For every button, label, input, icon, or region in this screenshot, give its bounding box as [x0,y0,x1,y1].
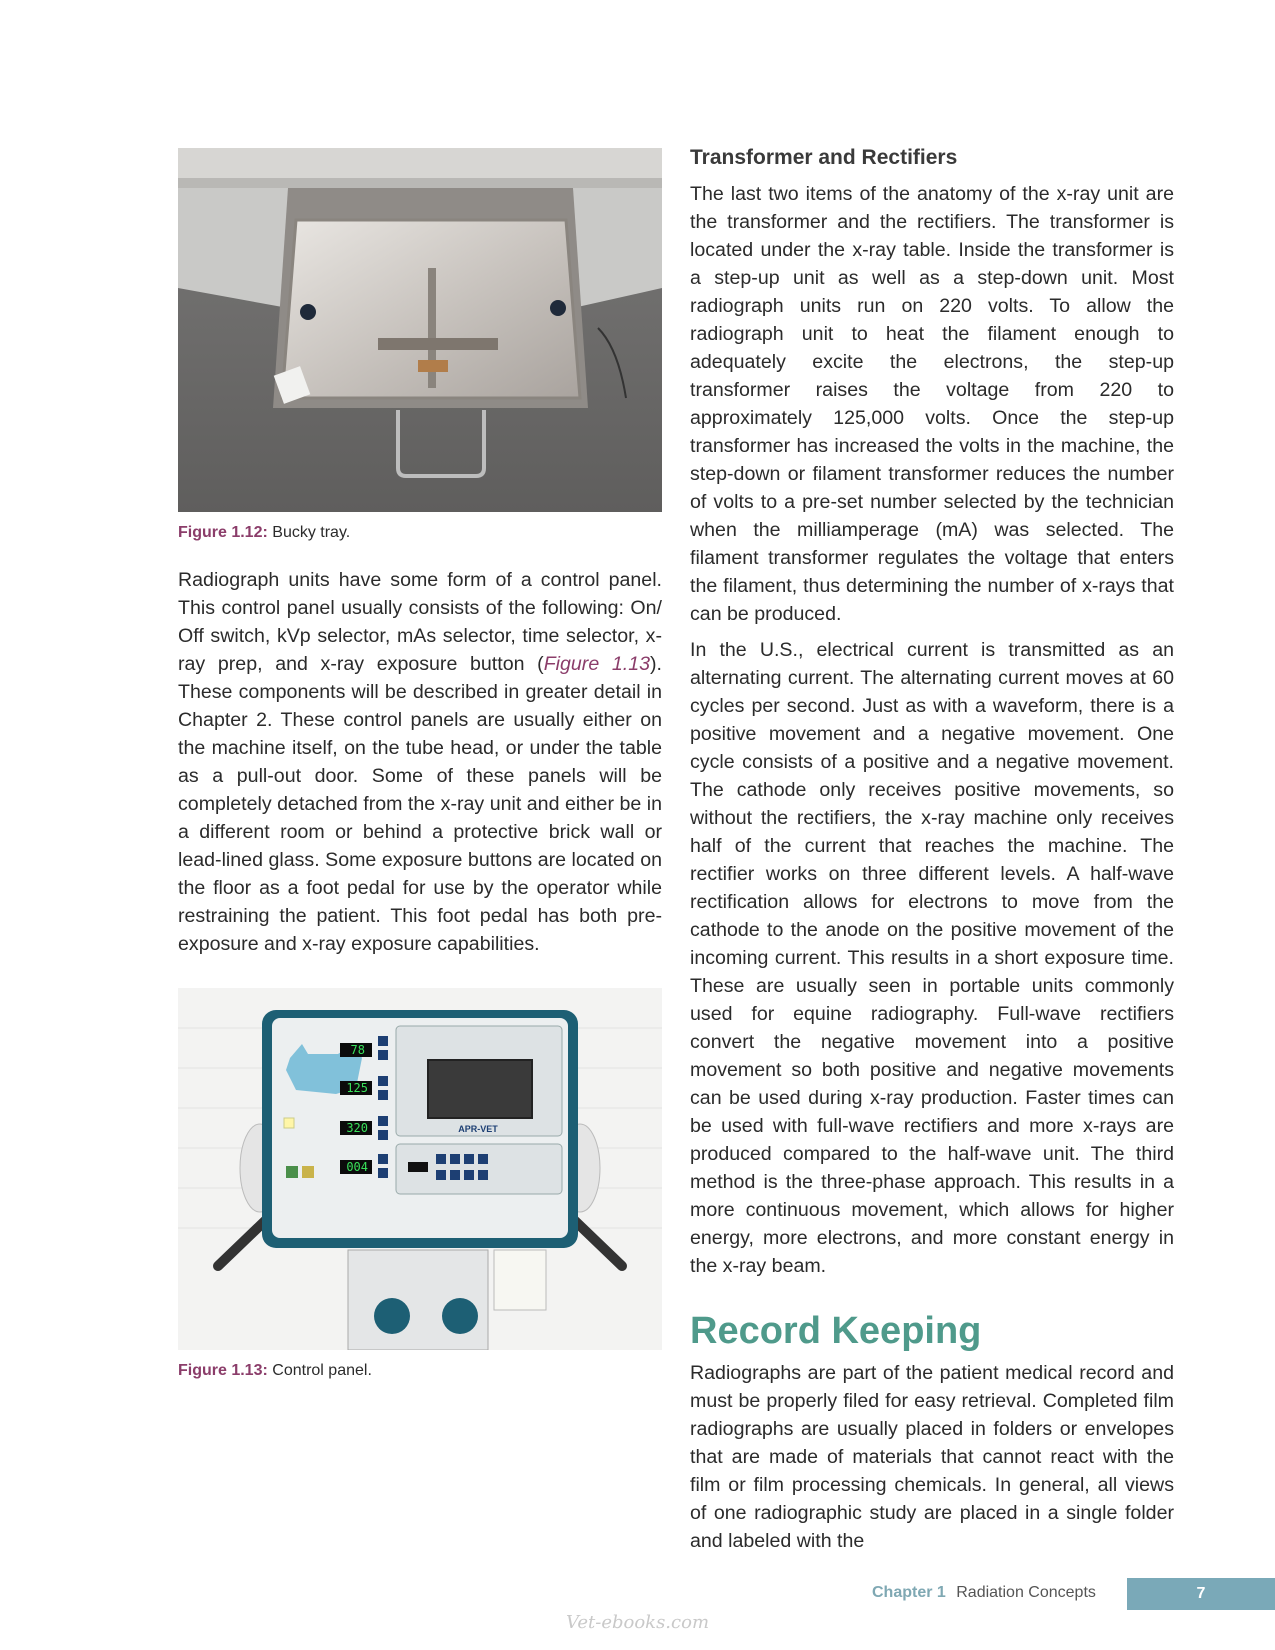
page-number-box [1127,1578,1275,1610]
time-readout: 004 [346,1160,368,1174]
watermark-text: Vet-ebooks.com [566,1612,710,1633]
record-keeping-paragraph: Radiographs are part of the patient medical record and must be properly filed for easy retrieval. Completed film radiographs are usually placed in folders or envelopes that are made of materials that cannot react with the film or film processing chemicals. In general, all views of one radiographic study are placed in a single folder and labeled with the [690,1362,1174,1552]
left-column [178,148,662,1380]
right-column [690,146,1174,1555]
transformer-paragraph: The last two items of the anatomy of the x-ray unit are the transformer and the rectifiers. The transformer is located under the x-ray table. Inside the transformer is a step-up unit as well as a step-down unit. Most radiograph units run on 220 volts. To allow the radiograph unit to heat the filament enough to adequately excite the electrons, the step-up transformer raises the voltage from 220 to approximately 125,000 volts. Once the step-up transformer has increased the volts in the machine, the step-down or filament transformer reduces the number of volts to a pre-set number selected by the technician when the milliamperage (mA) was selected. The filament transformer regulates the voltage that enters the filament, thus determining the number of x-rays that can be produced. [690,183,1174,625]
footer-chapter-info [872,1584,1096,1602]
figure-label: Figure 1.12: [178,524,268,541]
panel-brand: APR-VET [458,1124,498,1134]
paragraph-text-part: Radiograph units have some form of a control panel. This control panel usually consists of the following: On/ Off switch, kVp selector, mAs selector, time selector, x-ray prep, and x-ray exposure button ( [178,569,662,675]
figure-label: Figure 1.13: [178,1362,268,1379]
kvp-readout: 78 [350,1043,365,1057]
figure-reference-link[interactable]: Figure 1.13 [543,653,651,675]
figure-caption-text: Control panel. [272,1362,372,1379]
control-panel-photo [178,988,662,1350]
control-panel-paragraph [178,566,662,958]
ma-readout: 125 [346,1081,368,1095]
figure-caption-1-13 [178,1362,662,1380]
figure-caption-1-12 [178,524,662,542]
section-heading: Transformer and Rectifiers [690,146,958,169]
rectifier-paragraph: In the U.S., electrical current is transmitted as an alternating current. The alternating current moves at 60 cycles per second. Just as with a waveform, there is a positive movement and a negative movement. One cycle consists of a positive and a negative movement. The cathode only receives positive movements, so without the rectifiers, the x-ray machine only receives half of the current that reaches the machine. The rectifier works on three different levels. A half-wave rectification allows for electrons to move from the cathode to the anode on the positive movement of the incoming current. This results in a short exposure time. These are usually seen in portable units commonly used for equine radiography. Full-wave rectifiers convert the negative movement into a positive movement so both positive and negative movements can be used during x-ray production. Faster times can be used with full-wave rectifiers and more x-rays are produced compared to the half-wave unit. The third method is the three-phase approach. This results in a more continuous movement, which allows for higher energy, more electrons, and more constant energy in the x-ray beam. [690,639,1174,1277]
page-number: 7 [1196,1585,1206,1602]
mas-readout: 320 [346,1121,368,1135]
footer-chapter-title: Radiation Concepts [956,1584,1096,1601]
bucky-tray-photo [178,148,662,512]
paragraph-text-part: ). These components will be described in greater detail in Chapter 2. These control panels are usually either on the machine itself, on the tube head, or under the table as a pull-out door. Some of these panels will be completely detached from the x-ray unit and either be in a different room or behind a protective brick wall or lead-lined glass. Some exposure buttons are located on the floor as a foot pedal for use by the operator while restraining the patient. This foot pedal has both pre-exposure and x-ray exposure capabilities. [178,653,662,955]
record-keeping-heading: Record Keeping [690,1310,982,1352]
footer-chapter-label: Chapter 1 [872,1584,946,1601]
figure-caption-text: Bucky tray. [272,524,351,541]
control-panel-illustration [178,988,662,1350]
watermark-logo [566,1612,709,1633]
bucky-tray-illustration [178,148,662,512]
